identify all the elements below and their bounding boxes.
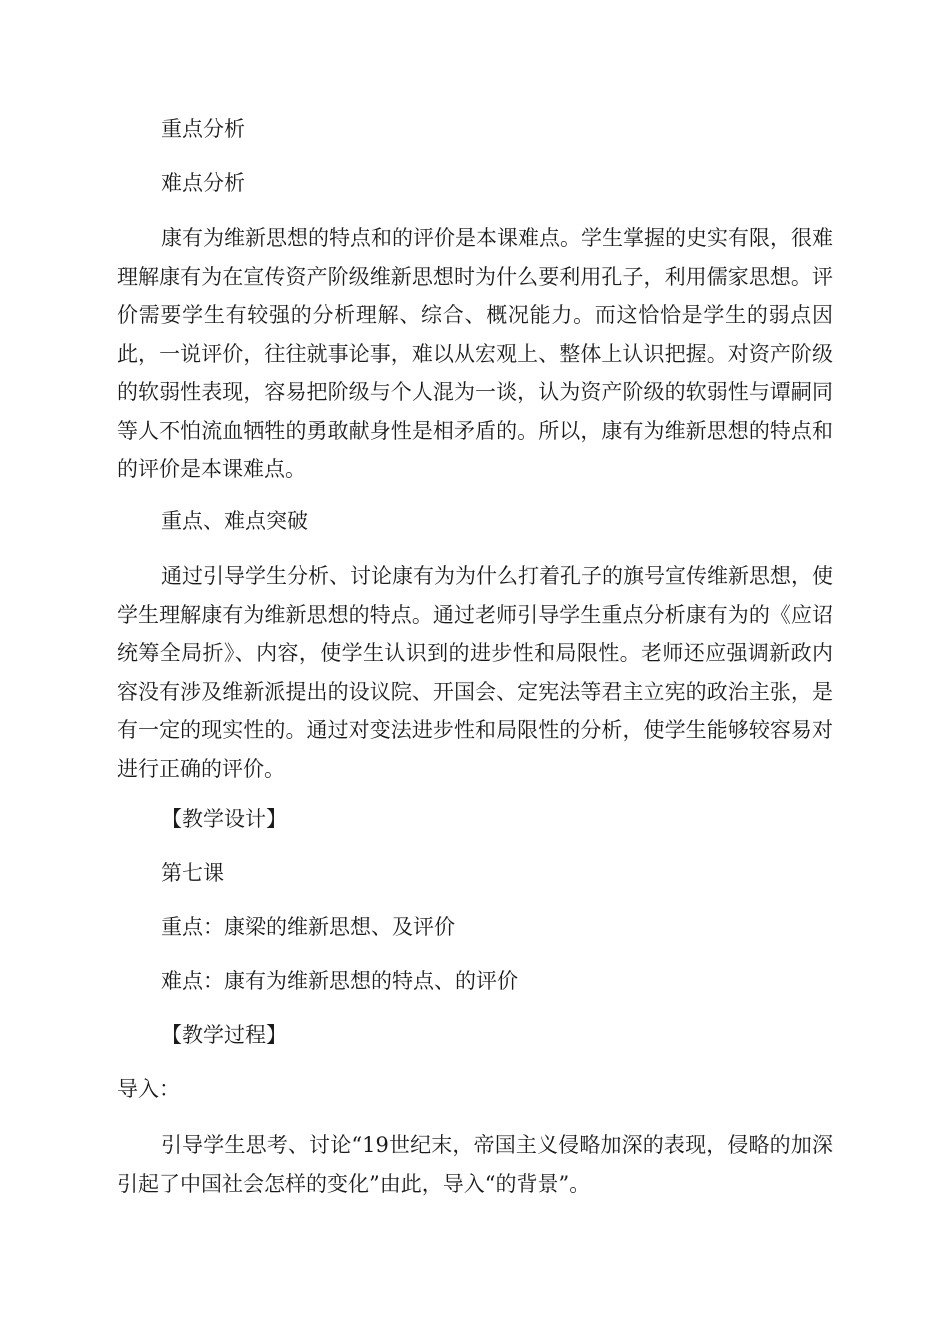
heading-teaching-design: 【教学设计】 <box>161 807 287 831</box>
heading-key-analysis: 重点分析 <box>161 117 245 141</box>
lesson-title: 第七课 <box>161 861 224 885</box>
heading-teaching-process: 【教学过程】 <box>161 1023 287 1047</box>
heading-breakthrough: 重点、难点突破 <box>161 509 308 533</box>
paragraph-difficulty: 康有为维新思想的特点和的评价是本课难点。学生掌握的史实有限，很难理解康有为在宣传资产阶级维新思想时为什么要利用孔子，利用儒家思想。评价需要学生有较强的分析理解、综合、概况能力。而这恰恰是学生的弱点因此，一说评价，往往就事论事，难以从宏观上、整体上认识把握。对资产阶级的软弱性表现，容易把阶级与个人混为一谈，认为资产阶级的软弱性与谭嗣同等人不怕流血牺牲的勇敢献身性是相矛盾的。所以，康有为维新思想的特点和的评价是本课难点。 <box>117 226 833 481</box>
intro-label: 导入： <box>117 1077 180 1101</box>
heading-difficulty-analysis: 难点分析 <box>161 171 245 195</box>
paragraph-breakthrough: 通过引导学生分析、讨论康有为为什么打着孔子的旗号宣传维新思想，使学生理解康有为维新思想的特点。通过老师引导学生重点分析康有为的《应诏统筹全局折》、内容，使学生认识到的进步性和局限性。老师还应强调新政内容没有涉及维新派提出的设议院、开国会、定宪法等君主立宪的政治主张，是有一定的现实性的。通过对变法进步性和局限性的分析，使学生能够较容易对进行正确的评价。 <box>117 564 833 781</box>
key-point: 重点：康梁的维新思想、及评价 <box>161 915 455 939</box>
paragraph-intro: 引导学生思考、讨论“19世纪末，帝国主义侵略加深的表现，侵略的加深引起了中国社会怎样的变化”由此，导入“的背景”。 <box>117 1133 833 1196</box>
difficult-point: 难点：康有为维新思想的特点、的评价 <box>161 969 518 993</box>
